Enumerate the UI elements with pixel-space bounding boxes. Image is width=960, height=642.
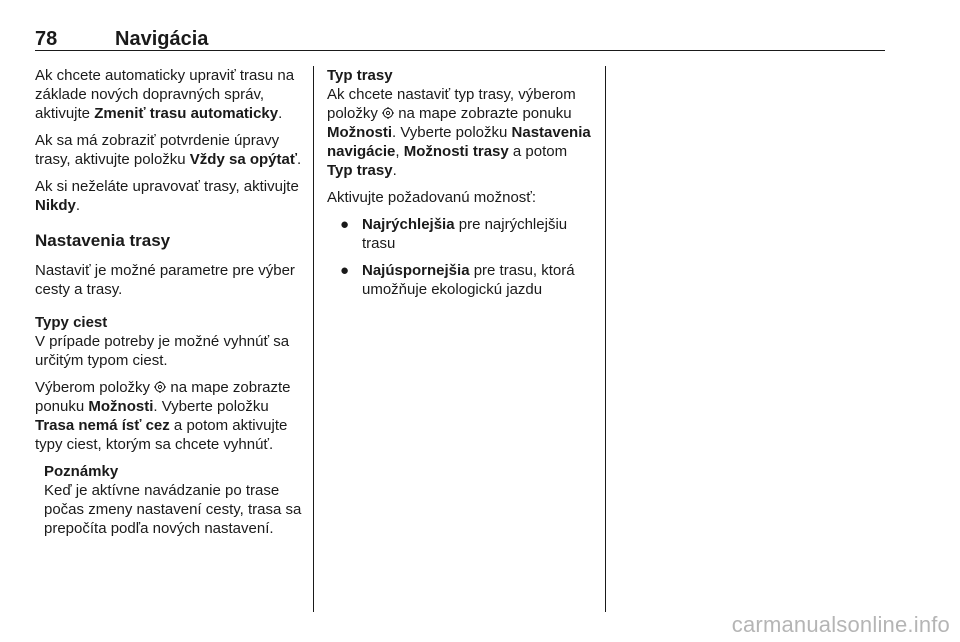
- subheading-road-types: Typy ciest: [35, 314, 108, 331]
- paragraph-never-reroute: Ak si neželáte upravovať trasy, aktivujte Nikdy.: [35, 178, 299, 214]
- paragraph-route-settings-intro: Nastaviť je možné parametre pre výber cesty a trasy.: [35, 262, 295, 298]
- route-type-options-list: [327, 215, 595, 299]
- note-block: [44, 462, 303, 538]
- section-title-route-settings: Nastavenia trasy: [35, 231, 171, 250]
- column-divider-right: [605, 66, 606, 612]
- left-column: [35, 66, 303, 546]
- gear-icon: [154, 381, 166, 393]
- paragraph-confirm-reroute: Ak sa má zobraziť potvrdenie úpravy trasy, aktivujte položku Vždy sa opýtať.: [35, 132, 302, 168]
- paragraph-road-types-steps: Výberom položky na mape zobrazte ponuku Možnosti. Vyberte položku Trasa nemá ísť cez a potom aktivujte typy ciest, ktorým sa chcete vyhnúť.: [35, 379, 291, 453]
- bullet-icon: ●: [340, 216, 350, 233]
- note-title: Poznámky: [44, 463, 119, 480]
- list-item: ● Najrýchlejšia pre najrýchlejšiu trasu: [340, 216, 568, 252]
- page-number: 78: [35, 28, 58, 50]
- subheading-route-type: Typ trasy: [327, 67, 393, 84]
- gear-icon: [382, 107, 394, 119]
- note-text: Keď je aktívne navádzanie po trase počas zmeny nastavení cesty, trasa sa prepočíta podľa nových nastavení.: [44, 482, 302, 537]
- paragraph-route-type-steps: Ak chcete nastaviť typ trasy, výberom položky na mape zobrazte ponuku Možnosti. Vyberte položku Nastavenia navigácie, Možnosti trasy a potom Typ trasy.: [327, 86, 591, 179]
- page-title: Navigácia: [115, 28, 209, 50]
- paragraph-activate-option: Aktivujte požadovanú možnosť:: [327, 189, 537, 206]
- column-divider-left: [313, 66, 314, 612]
- bullet-icon: ●: [340, 262, 350, 279]
- watermark: carmanualsonline.info: [731, 612, 950, 637]
- list-item: ● Najúspornejšia pre trasu, ktorá umožňuje ekologickú jazdu: [340, 262, 575, 298]
- middle-column: [327, 66, 595, 307]
- paragraph-auto-reroute: Ak chcete automaticky upraviť trasu na základe nových dopravných správ, aktivujte Zmeniť trasu automaticky.: [35, 67, 295, 122]
- page-header: [35, 28, 885, 51]
- paragraph-road-types-intro: V prípade potreby je možné vyhnúť sa určitým typom ciest.: [35, 333, 290, 369]
